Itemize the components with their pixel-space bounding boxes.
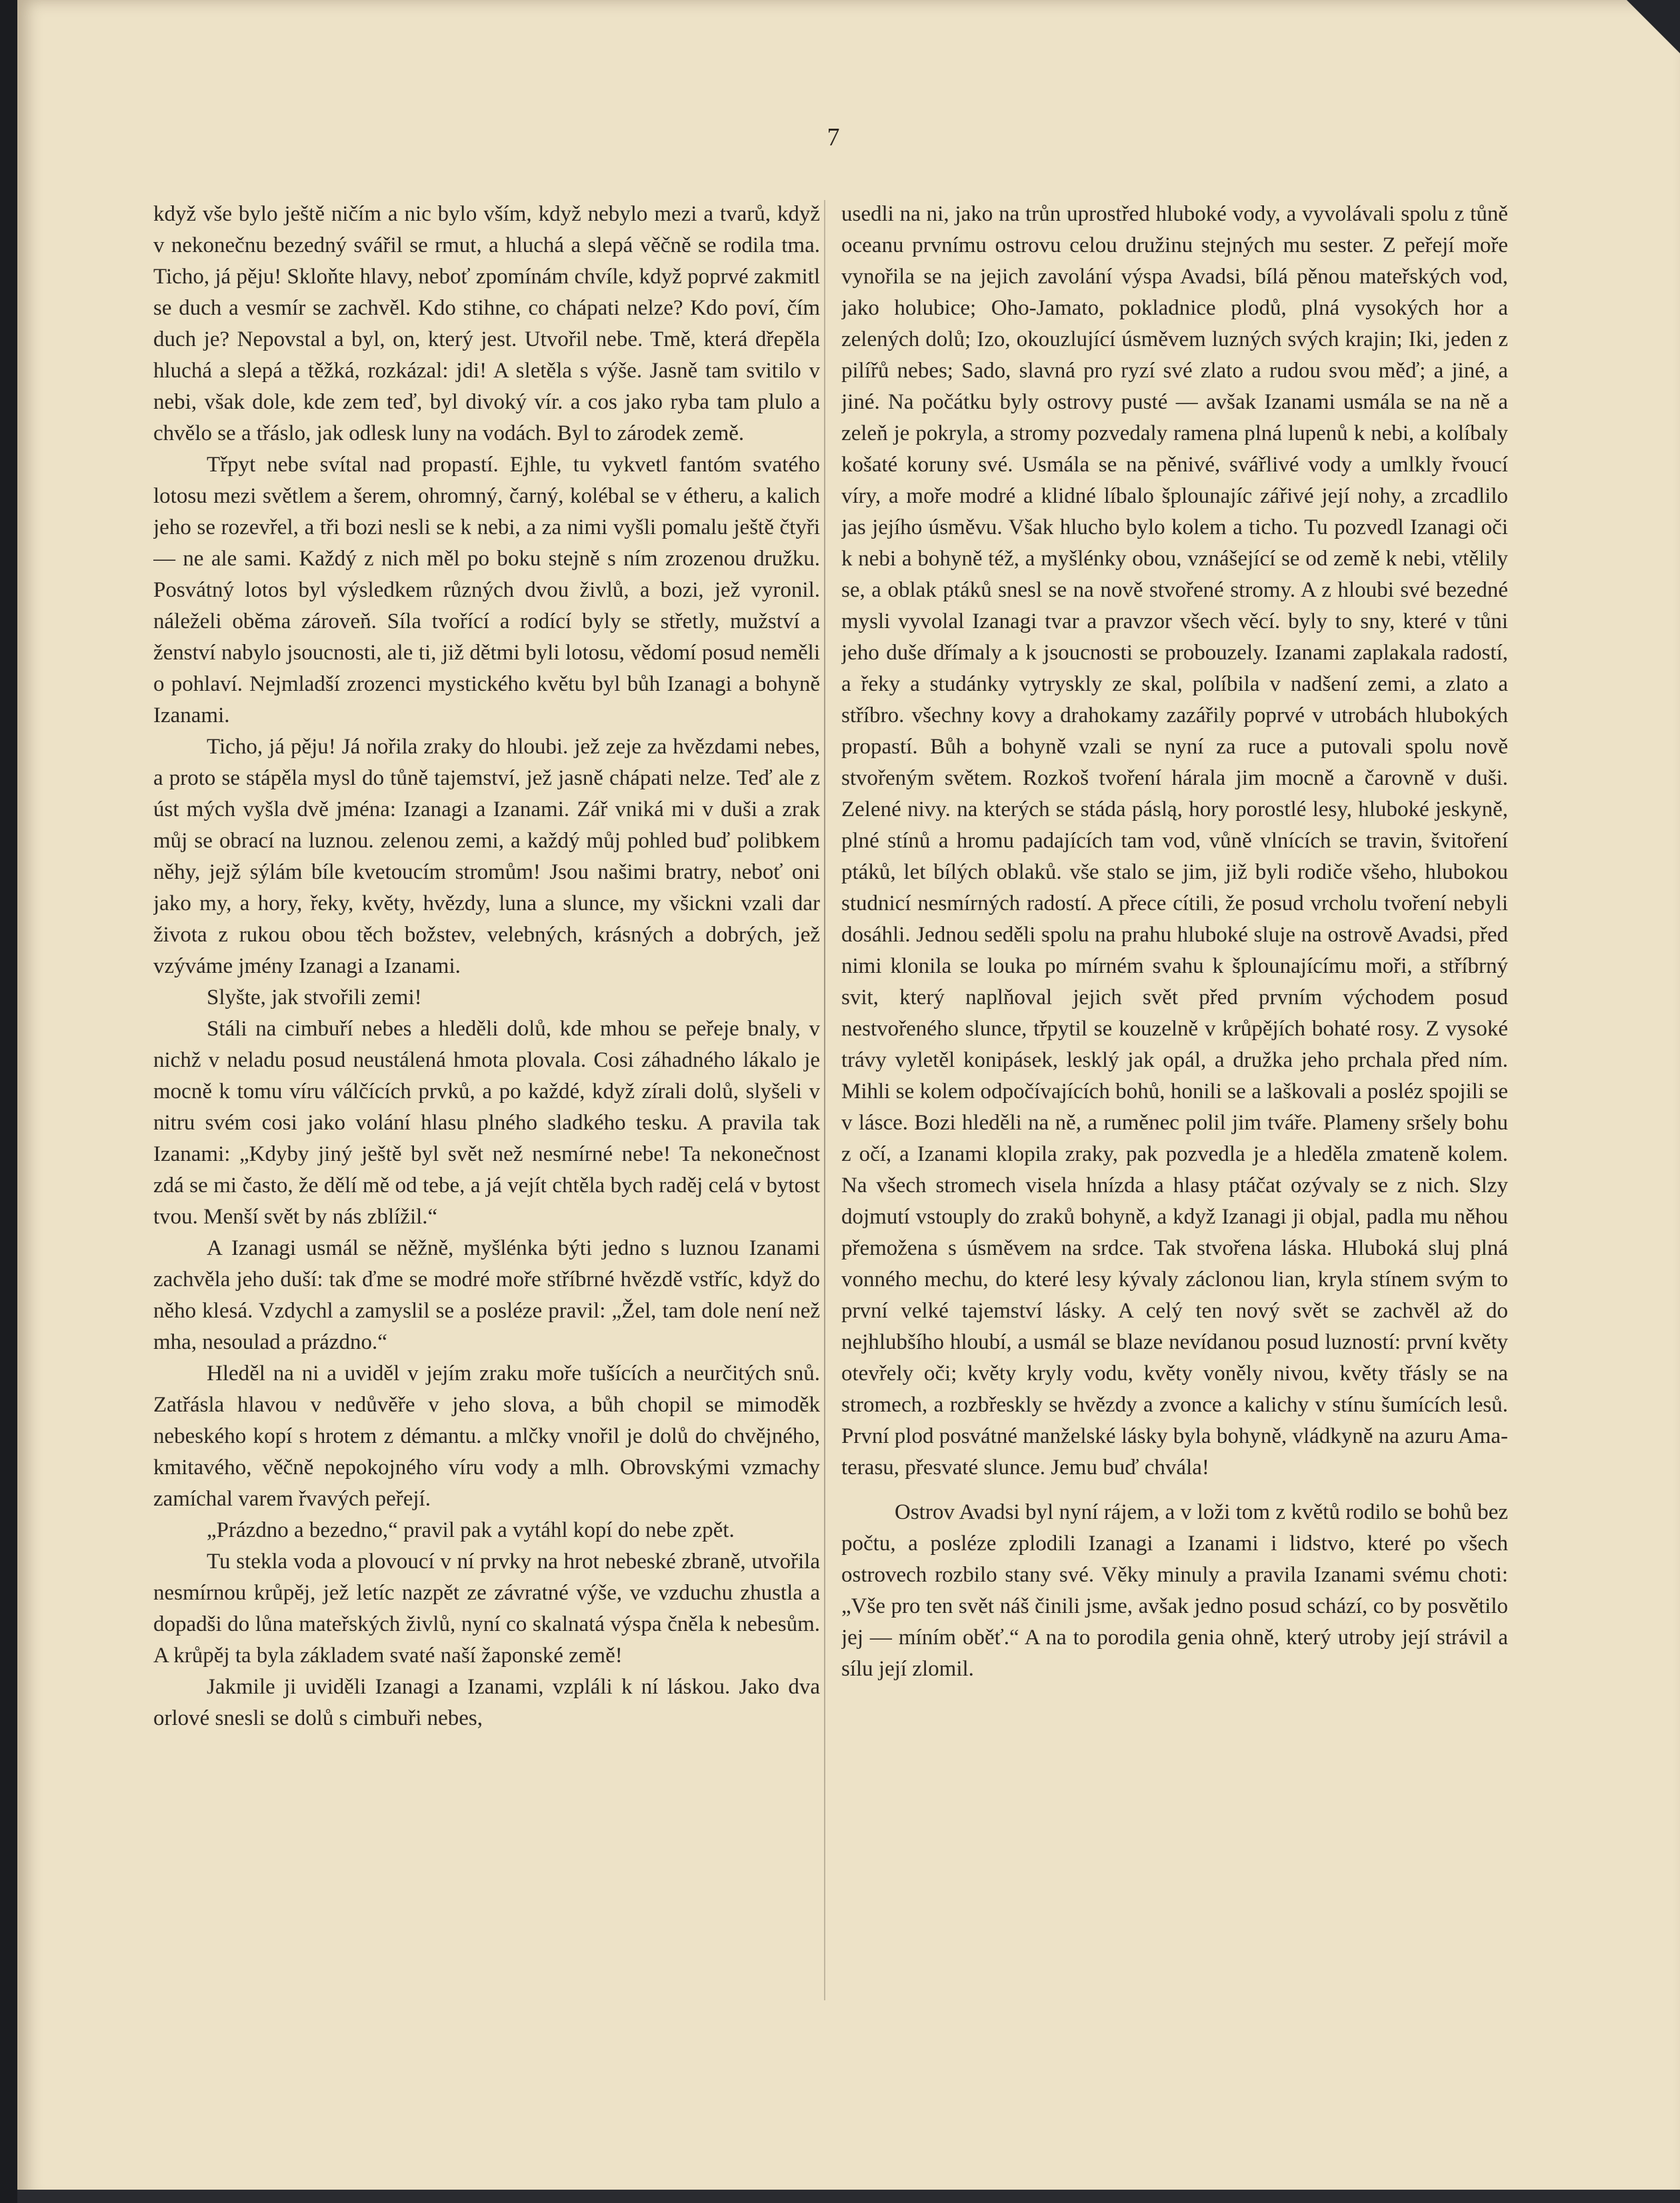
left-text-column — [153, 199, 820, 2119]
paragraph: Třpyt nebe svítal nad propastí. Ejhle, tu vykvetl fantóm svatého lotosu mezi světlem a šerem, ohromný, čarný, kolébal se v étheru, a kalich jeho se rozevřel, a tři bozi nesli se k nebi, a za nimi vyšli pomalu ještě čtyři — ne ale sami. Každý z nich měl po boku stejně s ním zrozenou družku. Posvátný lotos byl výsledkem různých dvou živlů, a bozi, jež vyronil. náleželi oběma zároveň. Síla tvořící a rodící byly se střetly, mužství a ženství nabylo jsoucnosti, ale ti, již dětmi byli lotosu, vědomí posud neměli o pohlaví. Nejmladší zrozenci mystického květu byl bůh Izanagi a bohyně Izanami. — [153, 453, 820, 727]
paragraph: Ostrov Avadsi byl nyní rájem, a v loži tom z květů rodilo se bohů bez počtu, a posléze zplodili Izanagi a Izanami i lidstvo, které po všech ostrovech rozbilo stany své. Věky minuly a pravila Izanami svému choti: „Vše pro ten svět náš činili jsme, avšak jedno posud schází, co by posvětilo jej — míním oběť.“ A na to porodila genia ohně, který utroby její strávil a sílu její zlomil. — [841, 1500, 1508, 1681]
page-corner — [1627, 0, 1680, 53]
paragraph: Ticho, já pěju! Já nořila zraky do hloubi. jež zeje za hvězdami nebes, a proto se stápěla mysl do tůně tajemství, jež jasně chápati nelze. Teď ale z úst mých vyšla dvě jména: Izanagi a Izanami. Zář vniká mi v duši a zrak můj se obrací na luznou. zelenou zemi, a každý můj pohled buď polibkem něhy, jejž sýlám bíle kvetoucím stromům! Jsou našimi bratry, neboť oni jako my, a hory, řeky, květy, hvězdy, luna a slunce, my všickni vzali dar života z rukou obou těch božstev, velebných, krásných a dobrých, jež vzýváme jmény Izanagi a Izanami. — [153, 735, 820, 978]
column-divider — [824, 200, 825, 2000]
paragraph: když vše bylo ještě ničím a nic bylo vším, když nebylo mezi a tvarů, když v nekonečnu bezedný svářil se rmut, a hluchá a slepá věčně se rodila tma. Ticho, já pěju! Skloňte hlavy, neboť zpomínám chvíle, když poprvé zakmitl se duch a vesmír se zachvěl. Kdo stihne, co chápati nelze? Kdo poví, čím duch je? Nepovstal a byl, on, který jest. Utvořil nebe. Tmě, která dřepěla hluchá a slepá a těžká, rozkázal: jdi! A sletěla s výše. Jasně tam svitilo v nebi, však dole, kde zem teď, byl divoký vír. a cos jako ryba tam plulo a chvělo se a třáslo, jak odlesk luny na vodách. Byl to zárodek země. — [153, 202, 820, 445]
paragraph: Jakmile ji uviděli Izanagi a Izanami, vzpláli k ní láskou. Jako dva orlové snesli se dolů s cimbuři nebes, — [153, 1675, 820, 1730]
paragraph: Stáli na cimbuří nebes a hleděli dolů, kde mhou se peřeje bnaly, v nichž v neladu posud neustálená hmota plovala. Cosi záhadného lákalo je mocně k tomu víru válčících prvků, a po každé, když zírali dolů, slyšeli v nitru svém cosi jako volání hlasu plného sladkého tesku. A pravila tak Izanami: „Kdyby jiný ještě byl svět než nesmírné nebe! Ta nekonečnost zdá se mi často, že dělí mě od tebe, a já vejít chtěla bych raděj celá v bytost tvou. Menší svět by nás zblížil.“ — [153, 1017, 820, 1229]
page-number: 7 — [827, 123, 840, 151]
page-gutter-edge — [0, 0, 17, 2203]
paragraph: usedli na ni, jako na trůn uprostřed hluboké vody, a vyvolávali spolu z tůně oceanu prvnímu ostrovu celou družinu stejných mu sester. Z peřejí moře vynořila se na jejich zavolání výspa Avadsi, bílá pěnou mateřských vod, jako holubice; Oho-Jamato, pokladnice plodů, plná vysokých hor a zelených dolů; Izo, okouzlující úsměvem luzných svých krajin; Iki, jeden z pilířů nebes; Sado, slavná pro ryzí své zlato a rudou svou měď; a jiné, a jiné. Na počátku byly ostrovy pusté — avšak Izanami usmála se na ně a zeleň je pokryla, a stromy pozvedaly ramena plná lupenů k nebi, a kolíbaly košaté koruny své. Usmála se na pěnivé, svářlivé vody a umlkly řvoucí víry, a moře modré a klidné líbalo šplounajíc zářivé její nohy, a zrcadlilo jas jejího úsměvu. Však hlucho bylo kolem a ticho. Tu pozvedl Izanagi oči k nebi a bohyně též, a myšlénky obou, vznášející se od země k nebi, vtělily se, a oblak ptáků snesl se na nově stvořené stromy. A z hloubi své bezedné mysli vyvolal Izanagi tvar a pravzor všech věcí. byly to sny, které v tůni jeho duše dřímaly a k jsoucnosti se probouzely. Izanami zaplakala radostí, a řeky a studánky vytryskly ze skal, políbila v nadšení zemi, a zlato a stříbro. všechny kovy a drahokamy zazářily poprvé v utrobách hlubokých propastí. Bůh a bohyně vzali se nyní za ruce a putovali spolu nově stvořeným světem. Rozkoš tvoření hárala jim mocně a čarovně v duši. Zelené nivy. na kterých se stáda páslą, hory porostlé lesy, hluboké jeskyně, plné stínů a hromu padajících tam vod, vůně vlnících se travin, švitoření ptáků, let bílých oblaků. vše stalo se jim, již byli rodiče všeho, hlubokou studnicí nesmírných radostí. A přece cítili, že posud vrcholu tvoření nebyli dosáhli. Jednou seděli spolu na prahu hluboké sluje na ostrově Avadsi, před nimi klonila se louka po mírném svahu k šplounajícímu moři, a stříbrný svit, který naplňoval jejich svět před prvním východem posud nestvořeného slunce, třpytil se kouzelně v krůpějích bohaté rosy. Z vysoké trávy vyletěl konipásek, lesklý jak opál, a družka jeho prchala před ním. Mihli se kolem odpočívajících bohů, honili se a laškovali a posléz spojili se v lásce. Bozi hleděli na ně, a ruměnec polil jim tváře. Plameny sršely bohu z očí, a Izanami klopila zraky, pak pozvedla je a hleděla zmateně kolem. Na všech stromech visela hnízda a hlasy ptáčat ozývaly se z nich. Slzy dojmutí vstouply do zraků bohyně, a když Izanagi ji objal, padla mu něhou přemožena s úsměvem na srdce. Tak stvořena láska. Hluboká sluj plná vonného mechu, do které lesy kývaly záclonou lian, kryla stínem svým to první velké tajemství lásky. A celý ten nový svět se zachvěl až do nejhlubšího hloubí, a usmál se blaze nevídanou posud luzností: první květy otevřely oči; květy kryly vodu, květy voněly nivou, květy třásly se na stromech, a rozbřeskly se hvězdy a zvonce a kalichy v stínu šumících lesů. První plod posvátné manželské lásky byla bohyně, vládkyně na azuru Ama-terasu, přesvaté slunce. Jemu buď chvála! — [841, 202, 1508, 1480]
paragraph: A Izanagi usmál se něžně, myšlénka býti jedno s luznou Izanami zachvěla jeho duší: tak ďme se modré moře stříbrné hvězdě vstříc, když do něho klesá. Vzdychl a zamyslil se a posléze pravil: „Žel, tam dole není než mha, nesoulad a prázdno.“ — [153, 1236, 820, 1354]
paragraph: „Prázdno a bezedno,“ pravil pak a vytáhl kopí do nebe zpět. — [207, 1518, 735, 1542]
paragraph: Tu stekla voda a plovoucí v ní prvky na hrot nebeské zbraně, utvořila nesmírnou krůpěj, jež letíc nazpět ze závratné výše, ve vzduchu zhustla a dopadši do lůna mateřských živlů, nyní co skalnatá výspa čněla k nebesům. A krůpěj ta byla základem svaté naší žaponské země! — [153, 1550, 820, 1668]
paragraph: Slyšte, jak stvořili zemi! — [207, 985, 422, 1009]
scan-bottom-edge — [17, 2190, 1680, 2203]
right-text-column — [841, 199, 1508, 2119]
paragraph: Hleděl na ni a uviděl v jejím zraku moře tušících a neurčitých snů. Zatřásla hlavou v nedůvěře v jeho slova, a bůh chopil se mimoděk nebeského kopí s hrotem z démantu. a mlčky vnořil je dolů do chvějného, kmitavého, věčně nepokojného víru vody a mlh. Obrovskými vzmachy zamíchal varem řvavých peřejí. — [153, 1362, 820, 1511]
